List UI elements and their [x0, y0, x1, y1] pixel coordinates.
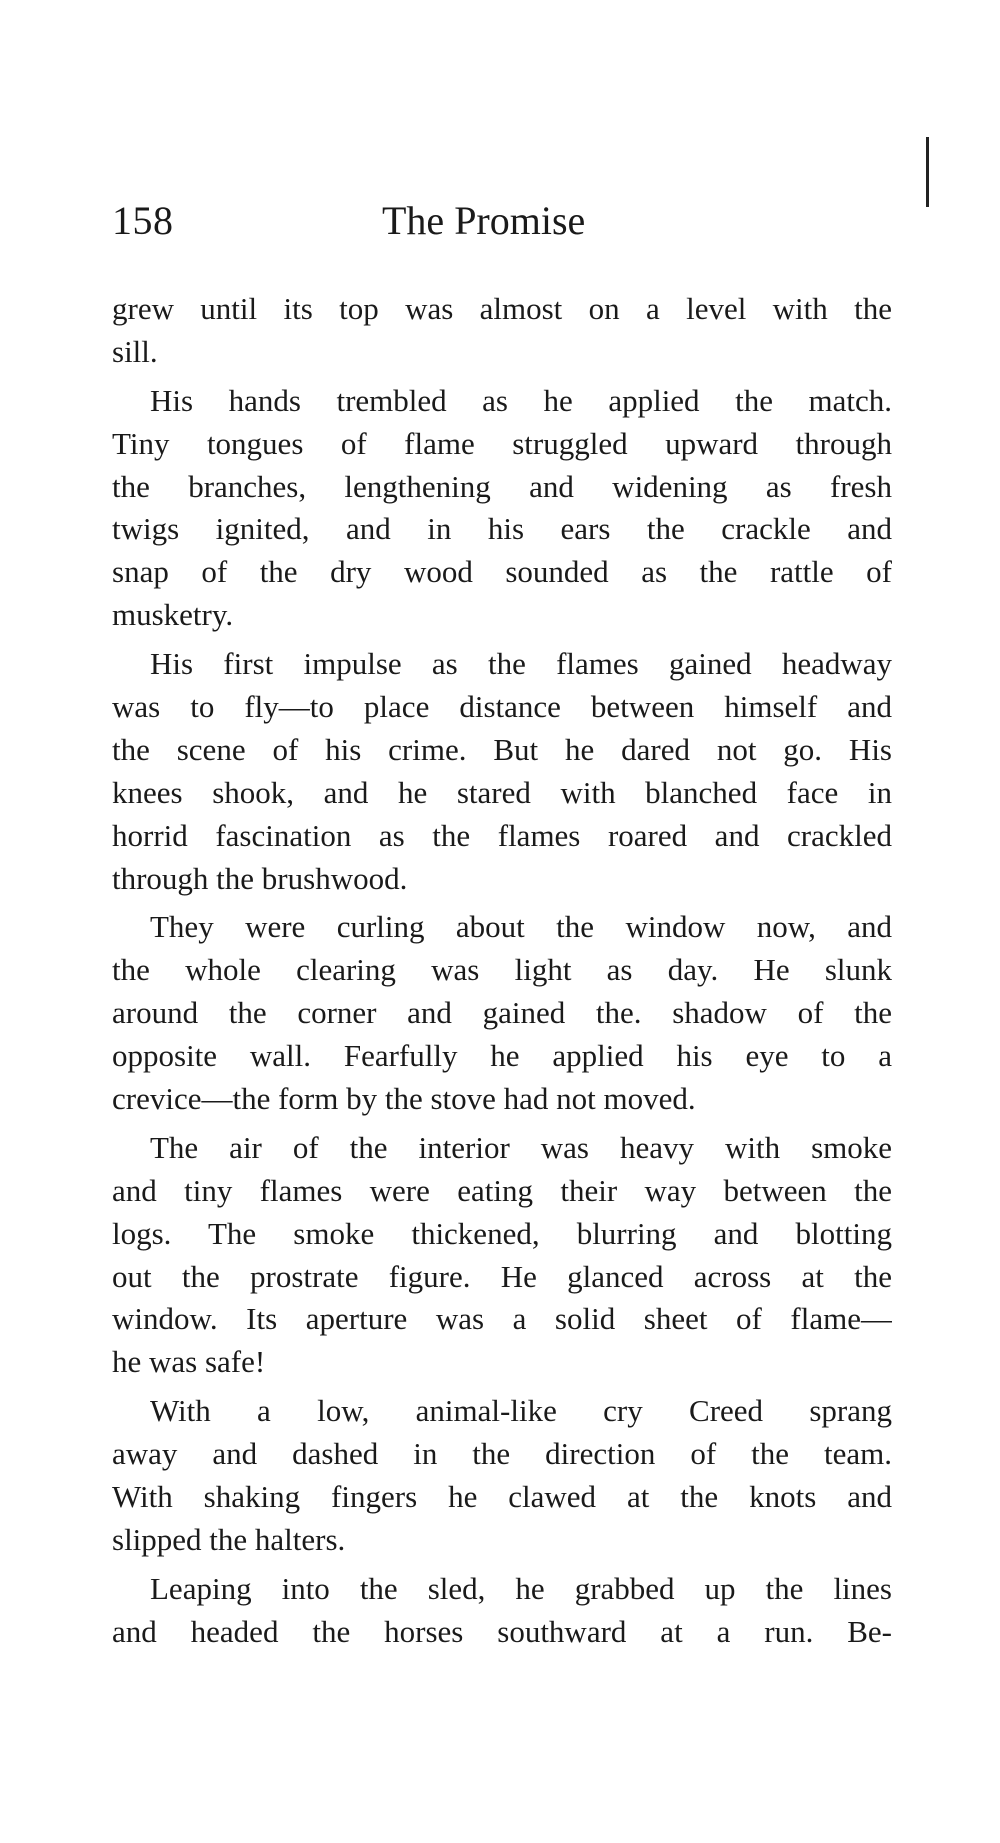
text-line: crevice—the form by the stove had not moved. [112, 1081, 696, 1117]
text-line: and headed the horses southward at a run. Be- [112, 1613, 892, 1649]
text-line: musketry. [112, 597, 234, 633]
text-line: twigs ignited, and in his ears the crackle and [112, 511, 892, 547]
text-line: out the prostrate figure. He glanced across at the [112, 1258, 892, 1294]
text-line: slipped the halters. [112, 1521, 346, 1557]
text-line: he was safe! [112, 1344, 266, 1380]
text-line: logs. The smoke thickened, blurring and blotting [112, 1215, 892, 1251]
text-line: the scene of his crime. But he dared not go. His [112, 731, 892, 767]
text-line: the branches, lengthening and widening as fresh [112, 468, 892, 504]
text-line: With a low, animal-like cry Creed sprang [150, 1393, 892, 1429]
text-line: grew until its top was almost on a level with the [112, 291, 892, 326]
text-line: sill. [112, 333, 158, 369]
page-number: 158 [112, 198, 174, 243]
text-line: His hands trembled as he applied the match. [150, 382, 892, 418]
text-line: The air of the interior was heavy with smoke [150, 1129, 892, 1165]
text-line: horrid fascination as the flames roared and crackled [112, 817, 892, 853]
page-edge-mark [926, 137, 929, 207]
text-line: They were curling about the window now, and [150, 909, 892, 945]
text-line: snap of the dry wood sounded as the rattle of [112, 554, 892, 590]
text-line: knees shook, and he stared with blanched face in [112, 774, 892, 810]
body-text [112, 288, 892, 1654]
text-line: Tiny tongues of flame struggled upward through [112, 425, 892, 461]
text-line: the whole clearing was light as day. He slunk [112, 952, 892, 988]
text-line: opposite wall. Fearfully he applied his eye to a [112, 1038, 892, 1074]
text-line: around the corner and gained the. shadow of the [112, 995, 892, 1031]
text-line: and tiny flames were eating their way between the [112, 1172, 892, 1208]
text-line: away and dashed in the direction of the team. [112, 1436, 892, 1472]
text-line: window. Its aperture was a solid sheet of flame— [112, 1301, 892, 1337]
text-line: With shaking fingers he clawed at the knots and [112, 1479, 892, 1515]
running-title: The Promise [382, 198, 586, 243]
text-line: through the brushwood. [112, 860, 408, 896]
text-line: was to fly—to place distance between himself and [112, 689, 892, 725]
text-line: His first impulse as the flames gained headway [150, 646, 892, 682]
running-head [112, 196, 892, 246]
text-line: Leaping into the sled, he grabbed up the lines [150, 1570, 892, 1606]
